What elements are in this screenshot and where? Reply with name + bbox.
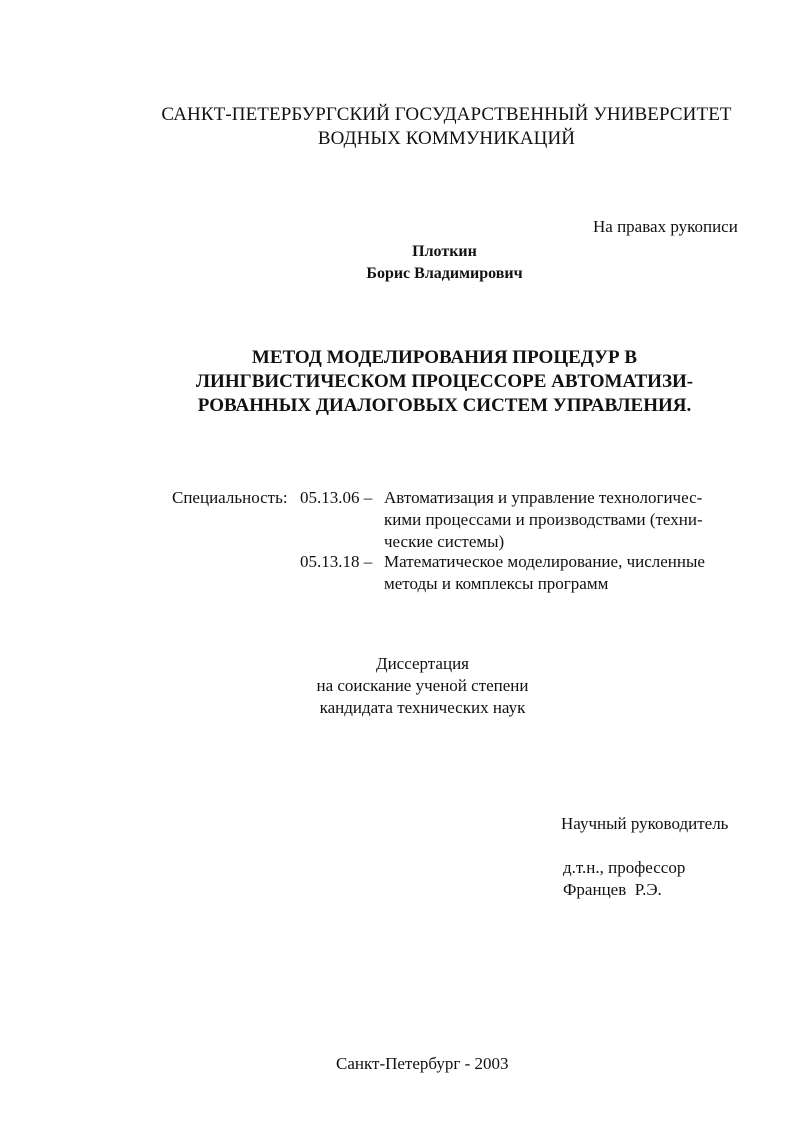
specialty-code-1: 05.13.06 – bbox=[300, 488, 373, 507]
dissertation-degree-block bbox=[26, 653, 793, 719]
specialty-2-line-2: методы и комплексы программ bbox=[384, 574, 609, 593]
dissertation-line-3: кандидата технических наук bbox=[319, 698, 526, 717]
dissertation-line-2: на соискание ученой степени bbox=[316, 676, 529, 695]
specialty-1-line-3: ческие системы) bbox=[384, 532, 505, 551]
university-name bbox=[50, 103, 793, 151]
thesis-title bbox=[48, 346, 793, 418]
thesis-title-line-3: РОВАННЫХ ДИАЛОГОВЫХ СИСТЕМ УПРАВЛЕНИЯ. bbox=[197, 395, 692, 416]
manuscript-note: На правах рукописи bbox=[593, 217, 738, 236]
thesis-title-line-1: МЕТОД МОДЕЛИРОВАНИЯ ПРОЦЕДУР В bbox=[251, 347, 638, 368]
city-year: Санкт-Петербург - 2003 bbox=[336, 1054, 509, 1073]
specialty-2-line-1: Математическое моделирование, численные bbox=[384, 552, 705, 571]
specialty-1-line-1: Автоматизация и управление технологичес- bbox=[384, 488, 703, 507]
author-surname: Плоткин bbox=[412, 243, 477, 260]
specialty-label: Специальность: bbox=[172, 488, 288, 507]
specialty-code-2: 05.13.18 – bbox=[300, 552, 373, 571]
thesis-title-line-2: ЛИНГВИСТИЧЕСКОМ ПРОЦЕССОРЕ АВТОМАТИЗИ- bbox=[195, 371, 694, 392]
university-line-1: САНКТ-ПЕТЕРБУРГСКИЙ ГОСУДАРСТВЕННЫЙ УНИВЕРСИТЕТ bbox=[161, 104, 732, 125]
supervisor-degree: д.т.н., профессор bbox=[563, 858, 686, 877]
dissertation-line-1: Диссертация bbox=[375, 654, 469, 673]
university-line-2: ВОДНЫХ КОММУНИКАЦИЙ bbox=[317, 128, 576, 149]
specialty-1-line-2: кими процессами и производствами (техни- bbox=[384, 510, 703, 529]
supervisor-label: Научный руководитель bbox=[561, 814, 729, 833]
author-name: Борис Владимирович bbox=[366, 265, 523, 282]
supervisor-name: Францев Р.Э. bbox=[563, 880, 662, 899]
author-block bbox=[48, 241, 793, 285]
